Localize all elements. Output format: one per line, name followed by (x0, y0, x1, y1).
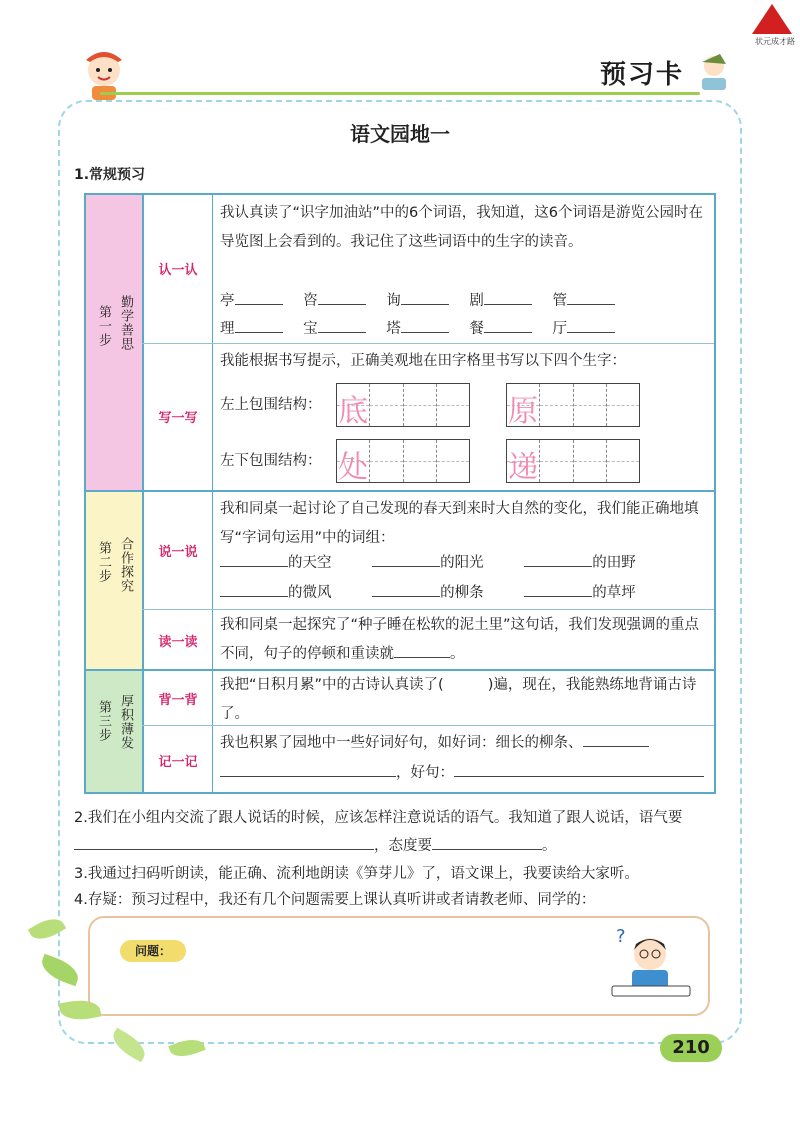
step-1-name: 第一步 (96, 305, 111, 347)
question-2-end: 。 (542, 838, 557, 854)
action-duyidu: 读一读 (158, 635, 198, 650)
divider-v2 (212, 195, 213, 792)
writing-grid[interactable] (336, 383, 470, 427)
beiyibei-b: )遍，现在，我能熟练地背诵古诗了。 (220, 677, 697, 722)
char-item: 管 (552, 293, 567, 309)
grid-char: 处 (338, 450, 369, 485)
question-2-text: 2.我们在小组内交流了跟人说话的时候，应该怎样注意说话的语气。我知道了跟人说话，语气要 (74, 810, 683, 826)
pinyin-blank[interactable] (567, 288, 615, 305)
duyidu-blank[interactable] (394, 641, 450, 658)
phrase-blank[interactable] (372, 550, 440, 567)
grid-row1-label: 左上包围结构： (220, 397, 322, 413)
grid-row2-label: 左下包围结构： (220, 453, 322, 469)
good-word-blank[interactable] (220, 760, 396, 777)
tone-blank[interactable] (74, 833, 374, 850)
jiyiji-line2 (220, 759, 708, 788)
step-1-column (86, 195, 142, 490)
phrase-blank[interactable] (524, 580, 592, 597)
question-4: 4.存疑：预习过程中，我还有几个问题需要上课认真听讲或者请教老师、同学的： (74, 892, 596, 908)
grid-char: 原 (508, 394, 539, 429)
phrase-row2 (220, 579, 708, 608)
char-item: 亭 (220, 293, 235, 309)
char-item: 餐 (469, 321, 484, 337)
preview-table (84, 193, 716, 794)
pinyin-blank[interactable] (235, 316, 283, 333)
renyiren-chars-row2 (220, 315, 708, 344)
good-sentence-blank[interactable] (454, 760, 704, 777)
phrase-blank[interactable] (524, 550, 592, 567)
action-renyiren: 认一认 (158, 263, 198, 278)
writing-grid[interactable] (506, 383, 640, 427)
svg-text:?: ? (616, 926, 626, 947)
phrase-row1 (220, 549, 708, 578)
divider-h3 (142, 609, 714, 610)
brand-logo-icon (752, 4, 792, 34)
phrase-blank[interactable] (220, 580, 288, 597)
pinyin-blank[interactable] (484, 316, 532, 333)
char-item: 理 (220, 321, 235, 337)
page-number: 210 (660, 1034, 722, 1062)
action-shuoyishuo: 说一说 (158, 545, 198, 560)
section-heading: 1.常规预习 (74, 167, 146, 183)
phrase: 的草坪 (592, 585, 636, 601)
jiyiji-sentence: 我也积累了园地中一些好词好句，如好词：细长的柳条、 (220, 735, 583, 751)
phrase: 的微风 (288, 585, 332, 601)
action-jiyiji: 记一记 (158, 755, 198, 770)
duyidu-sentence: 我和同桌一起探究了“种子睡在松软的泥土里”这句话，我们发现强调的重点不同，句子的停顿和重读就 (220, 617, 700, 662)
question-2-attitude: ，态度要 (374, 838, 432, 854)
action-beiyibei: 背一背 (158, 693, 198, 708)
step-2-name: 第二步 (96, 541, 111, 583)
char-item: 厅 (552, 321, 567, 337)
char-item: 询 (386, 293, 401, 309)
kid-reading-icon (690, 50, 736, 96)
pinyin-blank[interactable] (401, 288, 449, 305)
step-1-sub: 勤学善思 (118, 295, 133, 351)
writing-grid[interactable] (506, 439, 640, 483)
good-word-blank[interactable] (583, 730, 649, 747)
good-sentence-label: ，好句： (396, 765, 454, 781)
phrase-blank[interactable] (372, 580, 440, 597)
renyiren-text: 我认真读了“识字加油站”中的6个词语，我知道，这6个词语是游览公园时在导览图上会看到的。我记住了这些词语中的生字的读音。 (220, 205, 703, 250)
phrase-blank[interactable] (220, 550, 288, 567)
step-3-sub: 厚积薄发 (118, 694, 133, 750)
pinyin-blank[interactable] (318, 288, 366, 305)
char-item: 剧 (469, 293, 484, 309)
step-2-sub: 合作探究 (118, 537, 133, 593)
header-divider (100, 92, 700, 95)
pinyin-blank[interactable] (567, 316, 615, 333)
renyiren-chars-row1 (220, 287, 708, 316)
step-3-column (86, 670, 142, 792)
writing-grid[interactable] (336, 439, 470, 483)
char-item: 宝 (303, 321, 318, 337)
attitude-blank[interactable] (432, 833, 542, 850)
beiyibei-a: 我把“日积月累”中的古诗认真读了( (220, 677, 444, 693)
shuoyishuo-text: 我和同桌一起讨论了自己发现的春天到来时大自然的变化，我们能正确地填写“字词句运用”中的词组： (220, 501, 699, 546)
beiyibei-text (220, 671, 708, 729)
divider-h2 (86, 490, 714, 492)
preview-card-title: 预习卡 (600, 60, 685, 90)
step-3-name: 第三步 (96, 700, 111, 742)
page-title: 语文园地一 (350, 122, 450, 146)
pinyin-blank[interactable] (484, 288, 532, 305)
grid-char: 底 (338, 394, 369, 429)
grid-char: 递 (508, 450, 539, 485)
question-box-label: 问题： (120, 940, 186, 962)
phrase: 的天空 (288, 555, 332, 571)
thinking-student-icon (606, 924, 696, 1002)
pinyin-blank[interactable] (318, 316, 366, 333)
duyidu-text (220, 611, 708, 669)
jiyiji-text (220, 729, 708, 758)
char-item: 咨 (303, 293, 318, 309)
phrase: 的田野 (592, 555, 636, 571)
xieyixie-text: 我能根据书写提示，正确美观地在田字格里书写以下四个生字： (220, 353, 626, 369)
question-2 (74, 804, 724, 860)
pinyin-blank[interactable] (401, 316, 449, 333)
phrase: 的柳条 (440, 585, 484, 601)
pinyin-blank[interactable] (235, 288, 283, 305)
step-2-column (86, 491, 142, 669)
action-xieyixie: 写一写 (158, 411, 198, 426)
brand-logo-text: 状元成才路 (755, 37, 795, 46)
question-3: 3.我通过扫码听朗读，能正确、流利地朗读《笋芽儿》了，语文课上，我要读给大家听。 (74, 866, 639, 882)
char-item: 塔 (386, 321, 401, 337)
duyidu-end: 。 (450, 646, 465, 662)
phrase: 的阳光 (440, 555, 484, 571)
